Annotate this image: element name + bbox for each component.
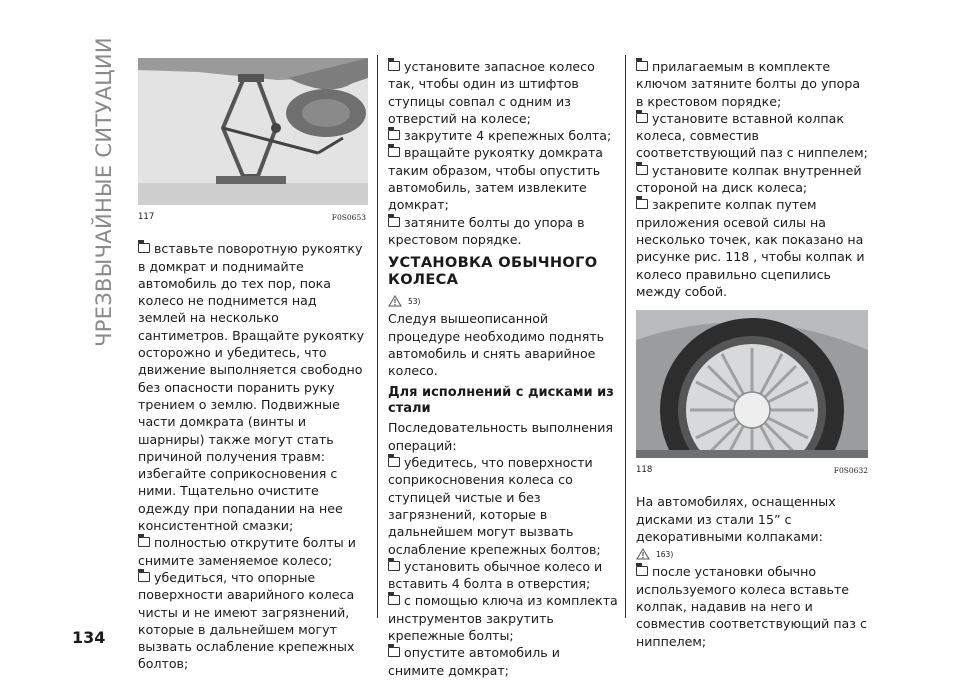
column-1	[138, 58, 366, 673]
list-item: вставьте поворотную рукоятку в домкрат и поднимайте автомобиль до тех пор, пока колесо не поднимется над землей на несколько сантиметров. Вращайте рукоятку осторожно и убедитесь, что движение выполняется свободно без опасности поранить руку трением о землю. Подвижные части домкрата (винты и шарниры) также могут стать причиной получения травм: избегайте соприкосновения с ними. Тщательно очистите одежду при попадании на нее консистентной смазки;	[138, 241, 365, 534]
figure-117	[138, 58, 366, 226]
sequence-paragraph: Последовательность выполнения операций:	[388, 420, 613, 453]
warning-icon	[388, 295, 402, 307]
wheel-cap-illustration	[636, 310, 868, 458]
warning-icon	[636, 548, 650, 560]
bullet-icon	[388, 561, 400, 571]
bullet-icon	[388, 595, 400, 605]
list-item: после установки обычно используемого колеса вставьте колпак, надавив на него и совместив соответствующий паз с ниппелем;	[636, 564, 867, 649]
section-side-title-text: ЧРЕЗВЫЧАЙНЫЕ СИТУАЦИИ	[92, 37, 116, 347]
list-item: установить обычное колесо и вставить 4 болта в отверстия;	[388, 558, 603, 592]
figure-number: 117	[138, 212, 155, 222]
list-item: вращайте рукоятку домкрата таким образом, чтобы опустить автомобиль, затем извлеките домкрат;	[388, 145, 604, 213]
warning-reference	[388, 292, 618, 310]
bullet-icon	[138, 572, 150, 582]
bullet-icon	[388, 647, 400, 657]
list-item: убедиться, что опорные поверхности аварийного колеса чисты и не имеют загрязнений, которые в дальнейшем могут вызвать ослабление крепежных болтов;	[138, 569, 355, 672]
section-heading: УСТАНОВКА ОБЫЧНОГО КОЛЕСА	[388, 254, 598, 289]
column-2	[388, 58, 618, 679]
bullet-icon	[138, 537, 150, 547]
bullet-icon	[636, 113, 648, 123]
list-item: убедитесь, что поверхности соприкосновения колеса со ступицей чистые и без загрязнений, которые в дальнейшем могут вызвать ослабление крепежных болтов;	[388, 455, 601, 557]
bullet-icon	[636, 566, 648, 576]
list-item: полностью открутите болты и снимите заменяемое колесо;	[138, 535, 356, 568]
bullet-icon	[388, 130, 400, 140]
figure-number: 118	[636, 465, 653, 476]
list-item: установите запасное колесо так, чтобы один из штифтов ступицы совпал с одним из отверстий на колесе;	[388, 59, 595, 126]
bullet-icon	[636, 61, 648, 71]
figure-code: F0S0653	[331, 213, 366, 222]
bullet-icon	[388, 217, 400, 227]
figure-code: F0S0632	[833, 466, 868, 476]
warning-reference	[636, 545, 868, 563]
list-item: установите колпак внутренней стороной на диск колеса;	[636, 162, 862, 196]
list-item: прилагаемым в комплекте ключом затяните болты до упора в крестовом порядке;	[636, 59, 861, 109]
figure-118	[636, 310, 868, 479]
list-item: закрепите колпак путем приложения осевой силы на несколько точек, как показано на рисунке рис. 118 , чтобы колпак и колесо правильно сцепились между собой.	[636, 197, 865, 299]
list-item: затяните болты до упора в крестовом порядке.	[388, 214, 585, 247]
column-divider	[625, 55, 626, 618]
list-item: опустите автомобиль и снимите домкрат;	[388, 645, 560, 678]
column-divider	[377, 55, 378, 618]
section-side-title	[90, 37, 118, 347]
warning-ref: 53)	[408, 296, 421, 306]
bullet-icon	[388, 457, 400, 467]
list-item: установите вставной колпак колеса, совместив соответствующий паз с ниппелем;	[636, 110, 868, 161]
bullet-icon	[138, 243, 150, 253]
list-item: с помощью ключа из комплекта инструментов закрутить крепежные болты;	[388, 593, 618, 644]
warning-ref: 163)	[656, 549, 674, 559]
list-item: закрутите 4 крепежных болта;	[388, 127, 618, 144]
bullet-icon	[636, 165, 648, 175]
column-3	[636, 58, 868, 650]
jack-illustration	[138, 58, 368, 205]
page-number: 134	[72, 628, 106, 647]
paragraph: На автомобилях, оснащенных дисками из стали 15” с декоративными колпаками:	[636, 494, 836, 545]
bullet-icon	[636, 199, 648, 209]
bullet-icon	[388, 61, 400, 71]
bullet-icon	[388, 147, 400, 157]
subheading: Для исполнений с дисками из стали	[388, 385, 614, 417]
intro-paragraph: Следуя вышеописанной процедуре необходимо поднять автомобиль и снять аварийное колесо.	[388, 311, 605, 379]
